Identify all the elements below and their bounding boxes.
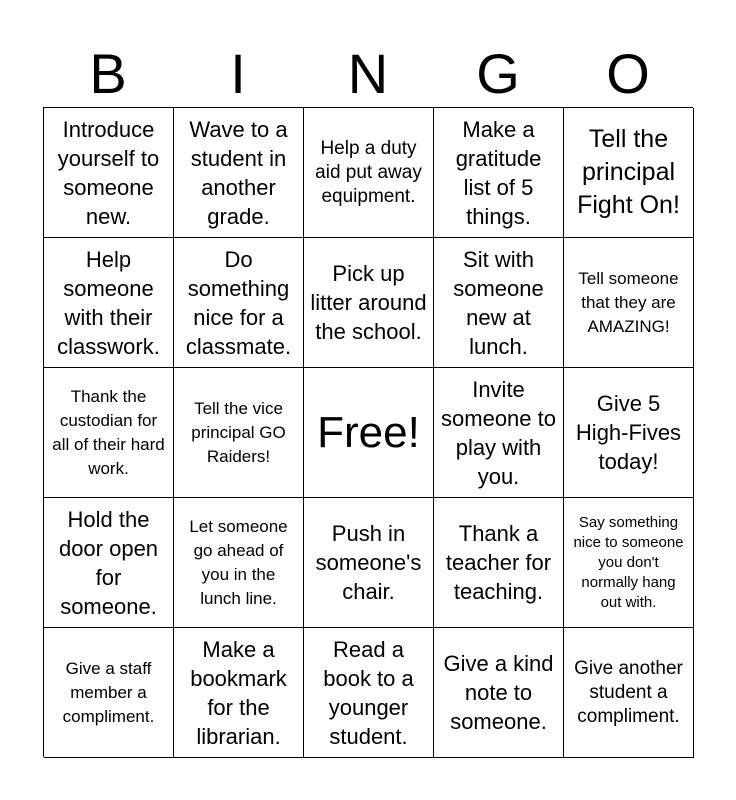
free-space-cell[interactable] <box>304 368 434 498</box>
header-letter-n: N <box>347 42 389 105</box>
bingo-cell[interactable] <box>304 108 434 238</box>
header-letter-i: I <box>230 42 246 105</box>
bingo-cell[interactable] <box>174 238 304 368</box>
bingo-cell[interactable] <box>564 498 694 628</box>
bingo-cell[interactable] <box>434 108 564 238</box>
cell-text: Thank a teacher for teaching. <box>445 521 552 604</box>
cell-text: Read a book to a younger student. <box>323 636 414 749</box>
cell-text: Introduce yourself to someone new. <box>57 116 160 229</box>
bingo-cell[interactable] <box>174 498 304 628</box>
bingo-cell[interactable] <box>564 238 694 368</box>
cell-text: Make a gratitude list of 5 things. <box>455 116 542 229</box>
cell-text: Sit with someone new at lunch. <box>453 246 544 359</box>
bingo-grid <box>43 107 693 757</box>
bingo-cell[interactable] <box>44 108 174 238</box>
bingo-cell[interactable] <box>174 368 304 498</box>
cell-text: Wave to a student in another grade. <box>189 116 288 229</box>
bingo-cell[interactable] <box>44 368 174 498</box>
cell-text: Let someone go ahead of you in the lunch line. <box>189 516 288 608</box>
bingo-header <box>43 40 693 108</box>
bingo-cell[interactable] <box>564 108 694 238</box>
cell-text: Hold the door open for someone. <box>58 506 159 619</box>
cell-text: Pick up litter around the school. <box>310 261 427 344</box>
cell-text: Give 5 High-Fives today! <box>575 391 682 474</box>
free-space-text: Free! <box>317 407 420 457</box>
cell-text: Help someone with their classwork. <box>57 246 160 359</box>
cell-text: Help a duty aid put away equipment. <box>315 137 422 207</box>
bingo-cell[interactable] <box>304 628 434 758</box>
bingo-cell[interactable] <box>434 498 564 628</box>
header-letter-o: O <box>606 42 650 105</box>
cell-text: Make a bookmark for the librarian. <box>190 636 287 749</box>
bingo-cell[interactable] <box>434 368 564 498</box>
cell-text: Push in someone's chair. <box>315 521 422 604</box>
cell-text: Do something nice for a classmate. <box>185 246 292 359</box>
header-letter-g: G <box>476 42 520 105</box>
cell-text: Say something nice to someone you don't normally hang out with. <box>573 513 684 611</box>
cell-text: Tell someone that they are AMAZING! <box>578 268 679 336</box>
bingo-cell[interactable] <box>44 238 174 368</box>
bingo-cell[interactable] <box>304 498 434 628</box>
cell-text: Tell the principal Fight On! <box>577 125 680 219</box>
cell-text: Invite someone to play with you. <box>441 376 556 489</box>
bingo-cell[interactable] <box>564 368 694 498</box>
cell-text: Thank the custodian for all of their hard work. <box>52 386 165 478</box>
cell-text: Give a staff member a compliment. <box>62 658 155 726</box>
cell-text: Give a kind note to someone. <box>443 651 554 734</box>
cell-text: Tell the vice principal GO Raiders! <box>191 398 286 466</box>
header-letter-b: B <box>89 42 127 105</box>
bingo-cell[interactable] <box>434 628 564 758</box>
cell-text: Give another student a compliment. <box>574 657 683 727</box>
bingo-cell[interactable] <box>304 238 434 368</box>
bingo-cell[interactable] <box>44 628 174 758</box>
bingo-cell[interactable] <box>174 628 304 758</box>
bingo-cell[interactable] <box>434 238 564 368</box>
bingo-cell[interactable] <box>174 108 304 238</box>
bingo-cell[interactable] <box>564 628 694 758</box>
bingo-cell[interactable] <box>44 498 174 628</box>
